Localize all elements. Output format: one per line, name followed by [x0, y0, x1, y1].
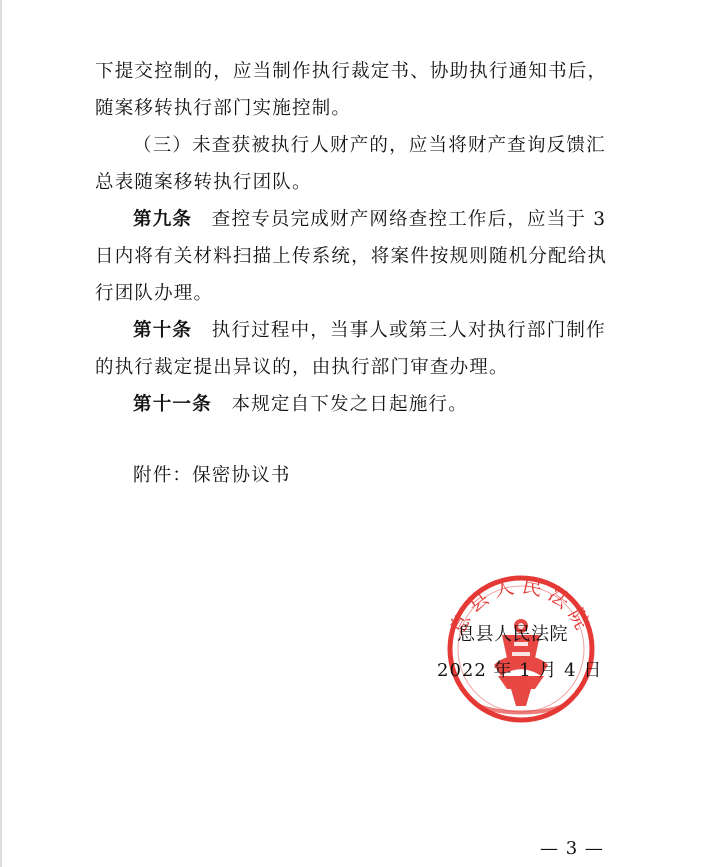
article-ten-label: 第十条 [133, 320, 193, 341]
article-eleven-label: 第十一条 [133, 394, 212, 415]
signature-date: 2022 年 1 月 4 日 [437, 660, 603, 681]
article-nine-line [133, 208, 606, 232]
article-eleven-line [133, 393, 468, 417]
article-ten-line-2 [95, 356, 509, 380]
article-nine-line-3 [95, 282, 213, 306]
paragraph-line-1 [95, 60, 607, 84]
line-2-text: 随案移转执行部门实施控制。 [95, 98, 352, 119]
article-ten-line [133, 319, 606, 343]
article-nine-label: 第九条 [133, 209, 193, 230]
article-nine-text-2: 日内将有关材料扫描上传系统，将案件按规则随机分配给执 [95, 246, 608, 267]
paragraph-line-3 [133, 134, 606, 158]
line-4-text: 总表随案移转执行团队。 [95, 172, 312, 193]
line-3-text: （三）未查获被执行人财产的，应当将财产查询反馈汇 [133, 135, 606, 156]
attachment-text: 附件：保密协议书 [133, 465, 291, 486]
page-left-edge [0, 0, 2, 867]
paragraph-line-2 [95, 97, 351, 121]
page-number: — 3 — [540, 838, 604, 859]
signature-court-name: 息县人民法院 [457, 624, 568, 645]
court-seal [432, 568, 610, 730]
attachment-line [133, 464, 291, 488]
article-nine-text: 查控专员完成财产网络查控工作后，应当于 3 [192, 209, 607, 230]
article-nine-line-2 [95, 245, 607, 269]
article-ten-text-2: 的执行裁定提出异议的，由执行部门审查办理。 [95, 357, 509, 378]
article-ten-text: 执行过程中，当事人或第三人对执行部门制作 [192, 320, 606, 341]
article-eleven-text: 本规定自下发之日起施行。 [211, 394, 468, 415]
article-nine-text-3: 行团队办理。 [95, 283, 214, 304]
paragraph-line-4 [95, 171, 312, 195]
seal-arc-text: 息县人民法院 [444, 573, 598, 639]
line-1-text: 下提交控制的，应当制作执行裁定书、协助执行通知书后， [95, 61, 608, 82]
